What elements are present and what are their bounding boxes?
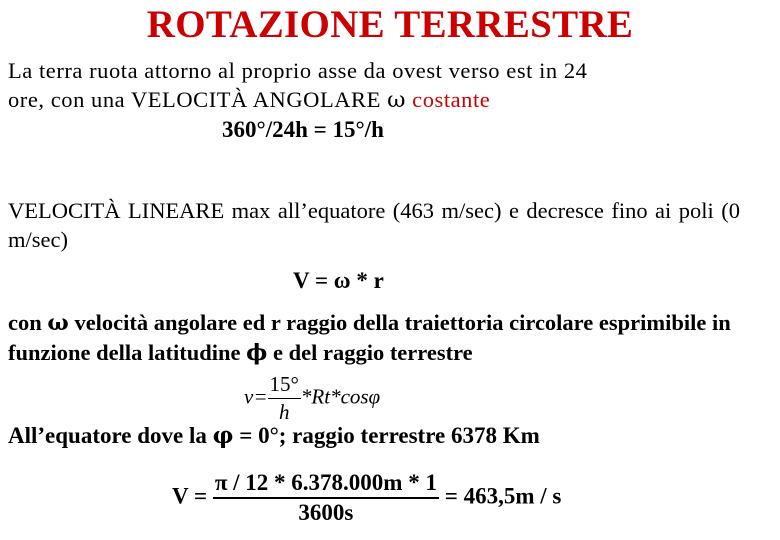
formula-lhs: V = xyxy=(172,483,213,509)
formula-lhs: v= xyxy=(244,384,268,409)
paragraph-angular-velocity xyxy=(8,56,587,115)
paragraph-explanation xyxy=(8,308,742,368)
paragraph-text: e del raggio terrestre xyxy=(267,340,473,365)
formula-rest: *Rt*cosφ xyxy=(300,384,381,409)
highlight-costante: costante xyxy=(412,87,491,112)
phi-symbol: φ xyxy=(212,422,234,449)
formula-velocity-latitude xyxy=(244,372,380,425)
formula-fraction xyxy=(268,372,301,425)
phi-symbol: ϕ xyxy=(246,340,268,366)
formula-final-result xyxy=(172,470,561,526)
paragraph-line: La terra ruota attorno al proprio asse da ovest verso est in 24 xyxy=(8,58,588,83)
paragraph-text: con xyxy=(8,310,48,335)
fraction-denominator: 3600s xyxy=(298,500,354,525)
fraction-numerator: π / 12 * 6.378.000m * 1 xyxy=(213,470,439,499)
paragraph-text: = 0°; raggio terrestre 6378 Km xyxy=(233,423,540,448)
formula-result: = 463,5m / s xyxy=(438,483,562,509)
page-title: ROTAZIONE TERRESTRE xyxy=(146,3,634,46)
fraction-denominator: h xyxy=(278,400,290,424)
paragraph-linear-velocity: VELOCITÀ LINEARE max all’equatore (463 m/sec) e decresce fino ai poli (0 m/sec) xyxy=(8,198,740,252)
paragraph-text: ore, con una VELOCITÀ ANGOLARE xyxy=(8,87,388,112)
paragraph-line xyxy=(8,85,587,115)
equation-angular: 360°/24h = 15°/h xyxy=(222,117,384,142)
omega-symbol: ω xyxy=(47,310,69,336)
omega-symbol: ω xyxy=(387,87,406,113)
paragraph-text: All’equatore dove la xyxy=(8,423,213,448)
formula-fraction xyxy=(213,470,439,526)
fraction-numerator: 15° xyxy=(268,372,301,399)
equation-linear: V = ω * r xyxy=(293,268,384,293)
paragraph-equator xyxy=(8,422,540,449)
paragraph-text: velocità angolare ed r raggio della traiettoria circolare esprimibile in funzione della latitudine xyxy=(8,310,731,365)
